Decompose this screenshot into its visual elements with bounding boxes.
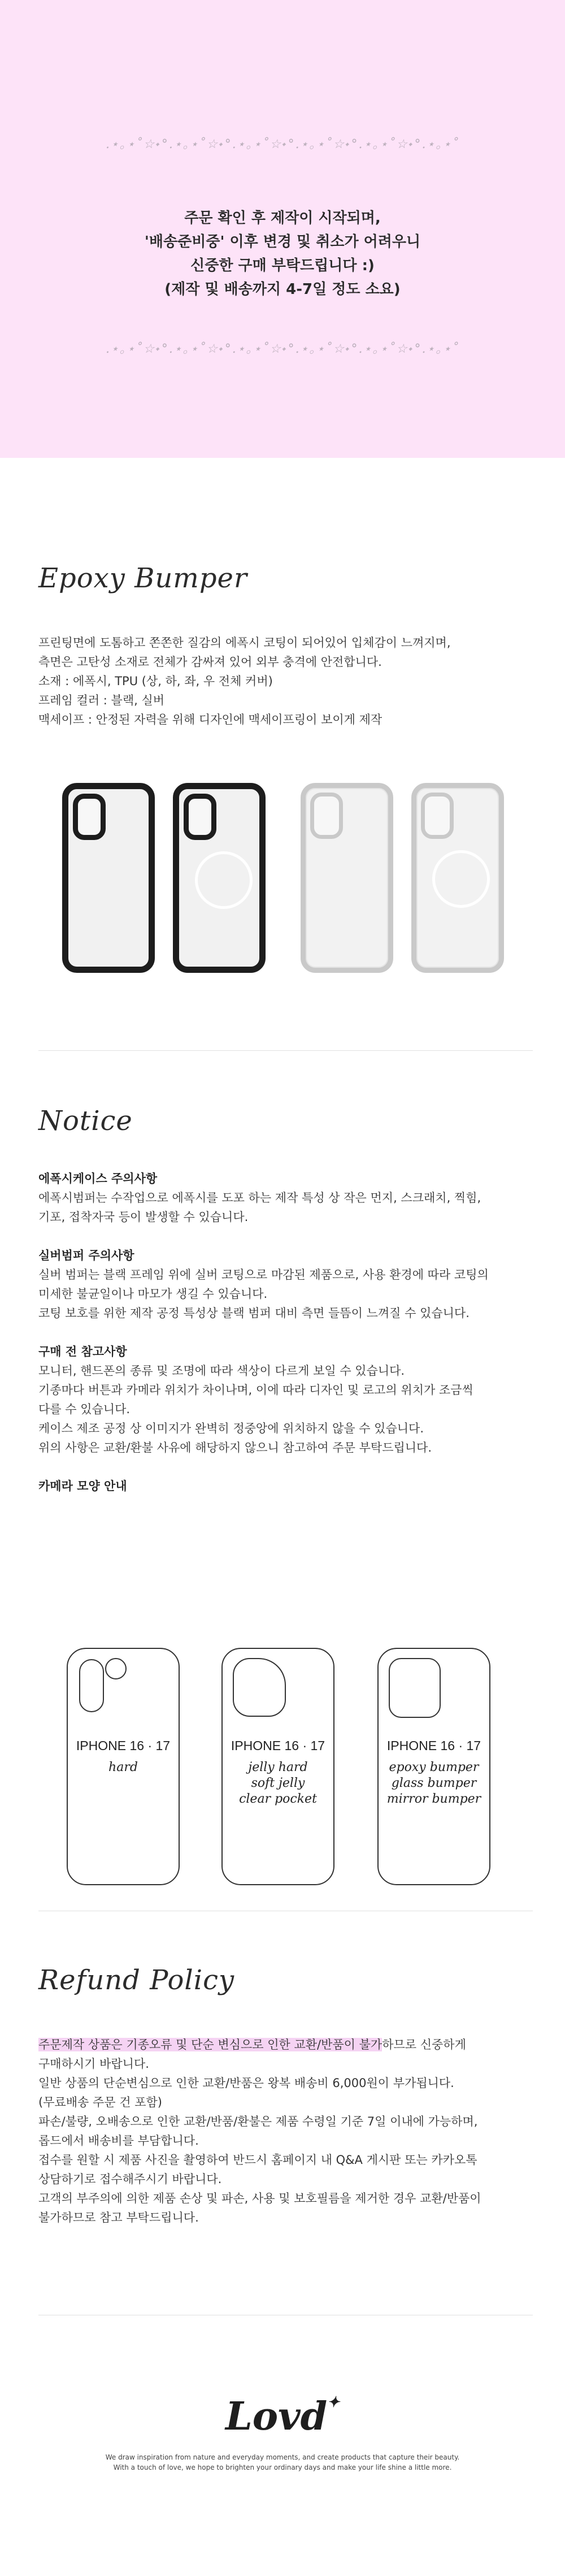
camera-guide-bumper <box>377 1648 490 1885</box>
guide-model-label: IPHONE 16 · 17 <box>76 1738 171 1753</box>
brand-logo <box>0 2394 565 2439</box>
star-icon: ✦ <box>327 2394 340 2411</box>
refund-line: 접수를 원할 시 제품 사진을 촬영하여 반드시 홈페이지 내 Q&A 게시판 또는 카카오톡 <box>38 2153 477 2167</box>
guide-model-label: IPHONE 16 · 17 <box>231 1738 325 1753</box>
notice-line: 실버 범퍼는 블랙 프레임 위에 실버 코팅으로 마감된 제품으로, 사용 환경에 따라 코팅의 <box>38 1268 489 1281</box>
brand-logo-text: Lovd <box>225 2394 328 2439</box>
notice-line: 위의 사항은 교환/환불 사유에 해당하지 않으니 참고하여 주문 부탁드립니다. <box>38 1441 432 1454</box>
notice-line: 코팅 보호를 위한 제작 공정 특성상 블랙 범퍼 대비 측면 들뜸이 느껴질 수 있습니다. <box>38 1306 470 1320</box>
guide-case-type: glass bumper <box>391 1776 477 1790</box>
guide-case-types <box>379 1760 489 1807</box>
notice-line: 에폭시범퍼는 수작업으로 에폭시를 도포 하는 제작 특성 상 작은 먼지, 스크래치, 찍힘, <box>38 1191 481 1205</box>
silver-bumper-case-image <box>301 783 393 973</box>
camera-guide-jelly <box>221 1648 334 1885</box>
refund-highlight: 주문제작 상품은 기종오류 및 단순 변심으로 인한 교환/반품이 불가 <box>38 2038 383 2051</box>
notice-line: 미세한 불균일이나 마모가 생길 수 있습니다. <box>38 1287 268 1301</box>
guide-case-type: hard <box>108 1760 138 1774</box>
brand-tagline-line: With a touch of love, we hope to brighten your ordinary days and make your life shine a little more. <box>113 2464 452 2471</box>
decorative-stars-top: .⋆｡⋆˚☆˖°.⋆｡⋆˚☆˖°.⋆｡⋆˚☆˖°.⋆｡⋆˚☆˖°.⋆｡⋆˚☆˖°.⋆｡⋆˚ <box>106 137 459 151</box>
refund-line: (무료배송 주문 건 포함) <box>38 2096 162 2109</box>
silver-bumper-magsafe-case-image <box>411 783 504 973</box>
notice-heading: 에폭시케이스 주의사항 <box>38 1172 158 1185</box>
refund-line: 상담하기로 접수해주시기 바랍니다. <box>38 2172 222 2186</box>
guide-case-types <box>68 1760 179 1776</box>
notice-line: 기종마다 버튼과 카메라 위치가 차이나며, 이에 따라 디자인 및 로고의 위치가 조금씩 <box>38 1383 473 1397</box>
section-divider <box>38 1050 533 1051</box>
order-notice-line: (제작 및 배송까지 4-7일 정도 소요) <box>164 281 401 298</box>
epoxy-line: 프린팅면에 도톰하고 쫀쫀한 질감의 에폭시 코팅이 되어있어 입체감이 느껴지며, <box>38 636 451 650</box>
notice-heading: 구매 전 참고사항 <box>38 1345 127 1358</box>
notice-line: 다를 수 있습니다. <box>38 1402 131 1416</box>
refund-line: 일반 상품의 단순변심으로 인한 교환/반품은 왕복 배송비 6,000원이 부가됩니다. <box>38 2076 454 2090</box>
camera-cutout <box>73 794 106 840</box>
notice-section-title: Notice <box>38 1105 133 1137</box>
camera-guide-heading: 카메라 모양 안내 <box>38 1479 127 1493</box>
epoxy-description <box>38 633 536 729</box>
order-notice-line: 주문 확인 후 제작이 시작되며, <box>184 210 381 227</box>
guide-case-type: clear pocket <box>239 1792 317 1806</box>
camera-outline <box>79 1659 104 1712</box>
camera-lens-outline <box>105 1658 127 1679</box>
guide-case-types <box>223 1760 333 1807</box>
epoxy-line: 측면은 고탄성 소재로 전체가 감싸져 있어 외부 충격에 안전합니다. <box>38 655 382 669</box>
brand-tagline-line: We draw inspiration from nature and everyday moments, and create products that capture their beauty. <box>105 2453 460 2461</box>
decorative-stars-bottom: .⋆｡⋆˚☆˖°.⋆｡⋆˚☆˖°.⋆｡⋆˚☆˖°.⋆｡⋆˚☆˖°.⋆｡⋆˚☆˖°.⋆｡⋆˚ <box>106 342 459 356</box>
order-notice-line: 신중한 구매 부탁드립니다 :) <box>190 257 375 274</box>
guide-case-type: mirror bumper <box>386 1792 481 1806</box>
refund-first-line <box>38 2035 536 2054</box>
refund-line: 불가하므로 참고 부탁드립니다. <box>38 2211 199 2224</box>
epoxy-line: 프레임 컬러 : 블랙, 실버 <box>38 694 165 707</box>
notice-content <box>38 1169 536 1496</box>
order-notice-text <box>0 206 565 301</box>
refund-line: 고객의 부주의에 의한 제품 손상 및 파손, 사용 및 보호필름을 제거한 경우 교환/반품이 <box>38 2192 481 2205</box>
guide-case-type: soft jelly <box>251 1776 305 1790</box>
notice-line: 기포, 접착자국 등이 발생할 수 있습니다. <box>38 1210 249 1224</box>
notice-line: 케이스 제조 공정 상 이미지가 완벽히 정중앙에 위치하지 않을 수 있습니다. <box>38 1422 424 1435</box>
refund-line: 파손/불량, 오배송으로 인한 교환/반품/환불은 제품 수령일 기준 7일 이내에 가능하며, <box>38 2115 478 2128</box>
epoxy-section-title: Epoxy Bumper <box>38 562 247 594</box>
refund-first-line-rest: 하므로 신중하게 <box>382 2038 466 2051</box>
black-bumper-case-image <box>62 783 155 973</box>
guide-case-type: epoxy bumper <box>389 1760 479 1774</box>
refund-section-title: Refund Policy <box>38 1964 235 1996</box>
camera-outline <box>233 1658 286 1717</box>
refund-content <box>38 2035 536 2227</box>
camera-cutout <box>421 793 454 839</box>
guide-model-label: IPHONE 16 · 17 <box>386 1738 481 1753</box>
refund-line: 롭드에서 배송비를 부담합니다. <box>38 2134 199 2148</box>
refund-line: 구매하시기 바랍니다. <box>38 2057 149 2071</box>
camera-cutout <box>184 794 216 840</box>
notice-heading: 실버범퍼 주의사항 <box>38 1249 134 1262</box>
epoxy-line: 소재 : 에폭시, TPU (상, 하, 좌, 우 전체 커버) <box>38 674 273 688</box>
camera-guide-hard <box>67 1648 180 1885</box>
black-bumper-magsafe-case-image <box>173 783 266 973</box>
magsafe-ring <box>195 851 253 909</box>
camera-cutout <box>310 793 343 839</box>
epoxy-line: 맥세이프 : 안정된 자력을 위해 디자인에 맥세이프링이 보이게 제작 <box>38 713 383 726</box>
camera-outline <box>389 1658 441 1718</box>
magsafe-ring <box>432 850 490 908</box>
notice-line: 모니터, 핸드폰의 종류 및 조명에 따라 색상이 다르게 보일 수 있습니다. <box>38 1364 405 1378</box>
order-notice-line: '배송준비중' 이후 변경 및 취소가 어려우니 <box>144 233 421 250</box>
guide-case-type: jelly hard <box>248 1760 308 1774</box>
